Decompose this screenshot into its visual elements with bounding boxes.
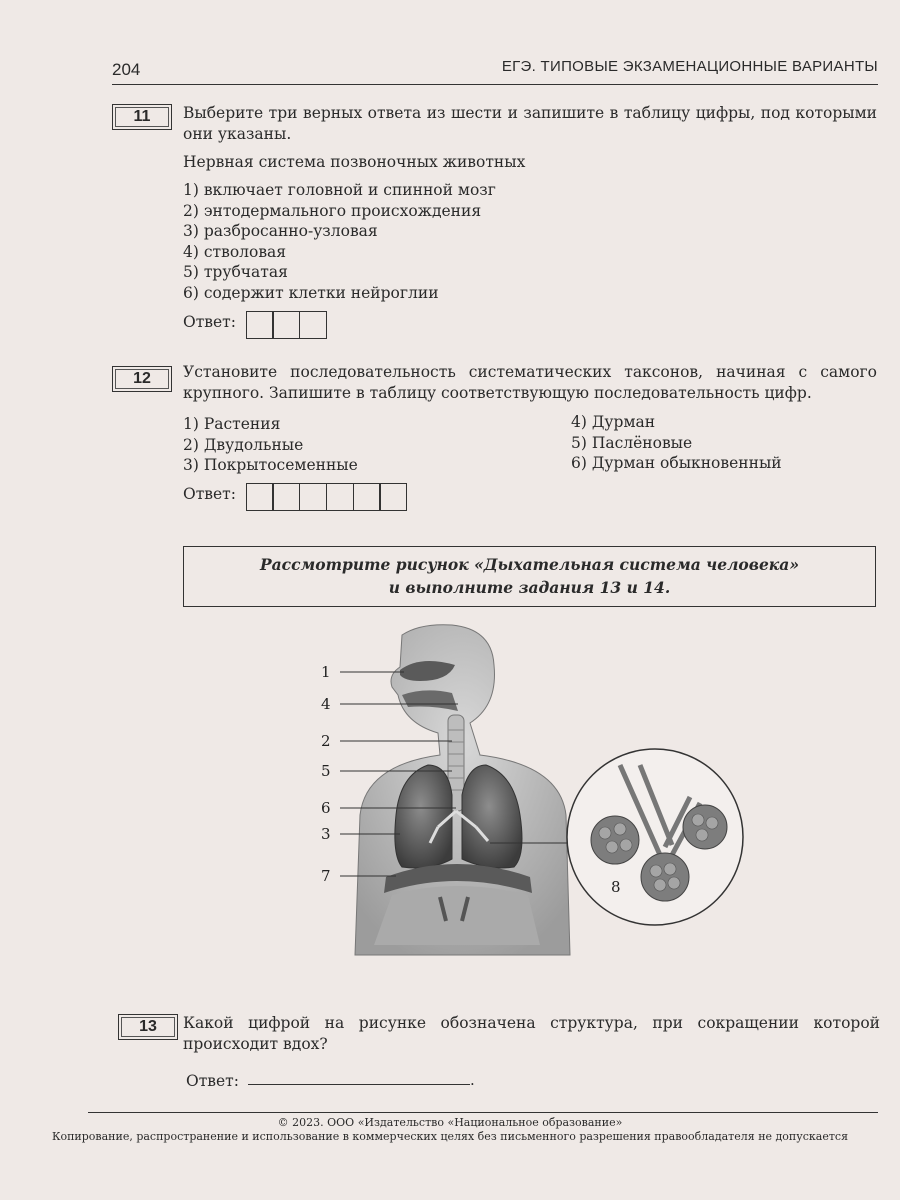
footer-rule: [88, 1112, 878, 1113]
option: 5) Паслёновые: [571, 433, 693, 452]
option: 2) энтодермального происхождения: [183, 201, 482, 220]
question-13-number: 13: [118, 1014, 178, 1040]
figure-instruction-box: [183, 546, 876, 607]
answer-cell[interactable]: [326, 483, 354, 511]
question-12-prompt: Установите последовательность систематических таксонов, начиная с самого крупного. Запишите в таблицу соответствующую последовательность цифр.: [183, 363, 877, 402]
answer-end-period: .: [470, 1071, 475, 1089]
question-12-number: 12: [112, 366, 172, 392]
figure-label-5: 5: [321, 762, 331, 780]
question-13-prompt: Какой цифрой на рисунке обозначена структура, при сокращении которой происходит вдох?: [183, 1014, 880, 1053]
answer-cell[interactable]: [299, 483, 327, 511]
figure-label-1: 1: [321, 663, 331, 681]
instruction-line-2: и выполните задания 13 и 14.: [388, 578, 671, 597]
answer-cell[interactable]: [299, 311, 327, 339]
option: 1) Растения: [183, 415, 281, 433]
running-title: ЕГЭ. ТИПОВЫЕ ЭКЗАМЕНАЦИОННЫЕ ВАРИАНТЫ: [501, 58, 878, 75]
question-11-answer-cells: [247, 311, 327, 339]
answer-cell[interactable]: [246, 483, 274, 511]
footer-copyright: © 2023. ООО «Издательство «Национальное образование»: [277, 1116, 623, 1129]
question-13-answer-line[interactable]: [248, 1084, 470, 1085]
question-12-options-right: [571, 412, 782, 474]
question-11-answer-label: Ответ:: [183, 313, 236, 331]
question-12-answer-cells: [247, 483, 407, 511]
answer-cell[interactable]: [379, 483, 407, 511]
instruction-line-1: Рассмотрите рисунок «Дыхательная система человека»: [259, 555, 800, 574]
header-rule: [112, 84, 878, 85]
option: 5) трубчатая: [183, 263, 288, 281]
option: 2) Двудольные: [183, 435, 304, 454]
figure-label-7: 7: [321, 867, 331, 885]
page-number: 204: [112, 60, 141, 79]
figure-label-2: 2: [321, 732, 331, 750]
figure-label-6: 6: [321, 799, 331, 817]
option: 6) содержит клетки нейроглии: [183, 283, 439, 302]
question-13-answer-label: Ответ:: [186, 1072, 239, 1090]
question-11-options: [183, 180, 496, 303]
question-11-number: 11: [112, 104, 172, 130]
respiratory-system-figure: [0, 615, 900, 1015]
option: 3) разбросанно-узловая: [183, 222, 378, 240]
answer-cell[interactable]: [272, 483, 300, 511]
answer-cell[interactable]: [353, 483, 381, 511]
figure-label-3: 3: [321, 825, 331, 843]
figure-label-8: 8: [611, 878, 621, 896]
option: 6) Дурман обыкновенный: [571, 454, 782, 472]
question-11-subject: Нервная система позвоночных животных: [183, 153, 526, 171]
answer-cell[interactable]: [272, 311, 300, 339]
option: 3) Покрытосеменные: [183, 456, 358, 474]
question-12-options-left: [183, 414, 358, 476]
footer-notice: Копирование, распространение и использование в коммерческих целях без письменного разрешения правообладателя не допускается: [51, 1130, 849, 1143]
option: 4) Дурман: [571, 413, 656, 431]
figure-label-4: 4: [321, 695, 331, 713]
answer-cell[interactable]: [246, 311, 274, 339]
option: 1) включает головной и спинной мозг: [183, 181, 496, 199]
question-12-answer-label: Ответ:: [183, 485, 236, 503]
option: 4) стволовая: [183, 242, 287, 261]
question-11-prompt: Выберите три верных ответа из шести и запишите в таблицу цифры, под которыми они указаны.: [183, 104, 877, 143]
